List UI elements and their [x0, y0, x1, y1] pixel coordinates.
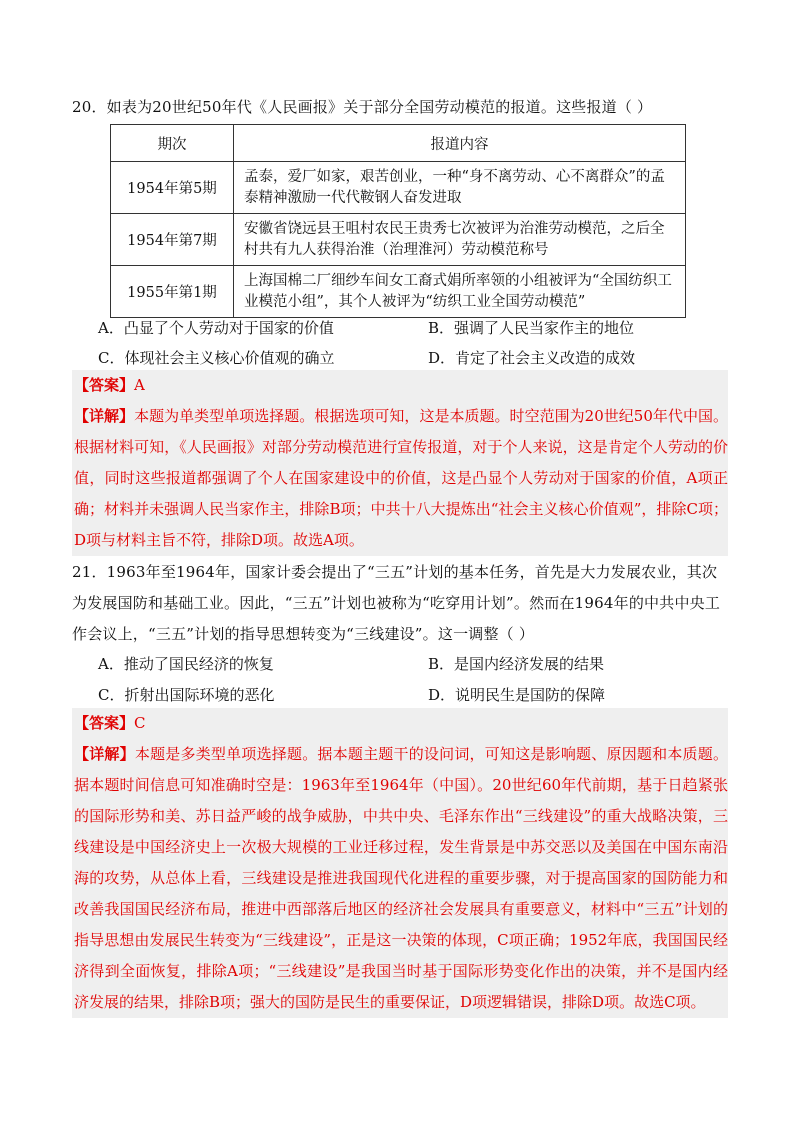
detail-label: 【详解】: [74, 407, 135, 425]
detail-text: 本题是多类型单项选择题。据本题主题干的设问词，可知这是影响题、原因题和本质题。据本题时间信息可知准确时空是：1963年至1964年（中国）。20世纪60年代前期，基于日趋紧张的国际形势和美、苏日益严峻的战争威胁，中共中央、毛泽东作出“三线建设”的重大战略决策，三线建设是中国经济史上一次极大规模的工业迁移过程，发生背景是中苏交恶以及美国在中国东南沿海的攻势，从总体上看，三线建设是推进我国现代化进程的重要步骤，对于提高国家的国防能力和改善我国国民经济布局，推进中西部落后地区的经济社会发展具有重要意义，材料中“三五”计划的指导思想由发展民生转变为“三线建设”，正是这一决策的体现，C项正确；1952年底，我国国民经济得到全面恢复，排除A项；“三线建设”是我国当时基于国际形势变化作出的决策，并不是国内经济发展的结果，排除B项；强大的国防是民生的重要保证，D项逻辑错误，排除D项。故选C项。: [74, 745, 728, 1011]
table-cell-content: 安徽省饶远县王咀村农民王贵秀七次被评为治淮劳动模范，之后全村共有九人获得治淮（治理淮河）劳动模范称号: [234, 214, 686, 266]
question-20-table: [110, 124, 686, 318]
table-cell-period: 1954年第7期: [111, 214, 234, 266]
q21-answer-block: [72, 708, 728, 1018]
q20-detail: [72, 401, 728, 556]
q20-option-a: A．凸显了个人劳动对于国家的价值: [98, 319, 334, 337]
q20-option-b: B．强调了人民当家作主的地位: [428, 319, 635, 337]
table-cell-content: 上海国棉二厂细纱车间女工裔式娟所率领的小组被评为“全国纺织工业模范小组”，其个人被评为“纺织工业全国劳动模范”: [234, 266, 686, 318]
q21-option-b: B．是国内经济发展的结果: [428, 655, 605, 673]
answer-label: 【答案】: [74, 714, 135, 732]
q21-option-d: D．说明民生是国防的保障: [428, 686, 606, 704]
table-header-content: 报道内容: [234, 125, 686, 162]
question-21-stem: 21．1963年至1964年，国家计委会提出了“三五”计划的基本任务，首先是大力发展农业，其次为发展国防和基础工业。因此，“三五”计划也被称为“吃穿用计划”。然而在1964年的中共中央工作会议上，“三五”计划的指导思想转变为“三线建设”。这一调整（ ）: [72, 563, 721, 643]
table-row: [111, 162, 686, 214]
answer-value: C: [134, 714, 146, 732]
table-cell-period: 1955年第1期: [111, 266, 234, 318]
table-cell-content: 孟泰，爱厂如家，艰苦创业，一种“身不离劳动、心不离群众”的孟泰精神激励一代代鞍钢人奋发进取: [234, 162, 686, 214]
q20-answer-block: [72, 370, 728, 556]
q20-option-c: C．体现社会主义核心价值观的确立: [98, 349, 335, 367]
table-cell-period: 1954年第5期: [111, 162, 234, 214]
answer-label: 【答案】: [74, 376, 135, 394]
question-20-stem: 20．如表为20世纪50年代《人民画报》关于部分全国劳动模范的报道。这些报道（ ）: [72, 98, 653, 116]
q21-answer-line: [72, 708, 728, 739]
table-header-period: 期次: [111, 125, 234, 162]
table-row: [111, 214, 686, 266]
table-row: [111, 266, 686, 318]
q21-option-a: A．推动了国民经济的恢复: [98, 655, 274, 673]
detail-text: 本题为单类型单项选择题。根据选项可知，这是本质题。时空范围为20世纪50年代中国。根据材料可知，《人民画报》对部分劳动模范进行宣传报道，对于个人来说，这是肯定个人劳动的价值，同时这些报道都强调了个人在国家建设中的价值，这是凸显个人劳动对于国家的价值，A项正确；材料并未强调人民当家作主，排除B项；中共十八大提炼出“社会主义核心价值观”，排除C项；D项与材料主旨不符，排除D项。故选A项。: [74, 407, 728, 549]
q20-answer-line: [72, 370, 728, 401]
table-header-row: [111, 125, 686, 162]
answer-value: A: [134, 376, 145, 394]
q21-detail: [72, 739, 728, 1018]
q20-option-d: D．肯定了社会主义改造的成效: [428, 349, 636, 367]
q21-option-c: C．折射出国际环境的恶化: [98, 686, 275, 704]
detail-label: 【详解】: [74, 745, 135, 763]
